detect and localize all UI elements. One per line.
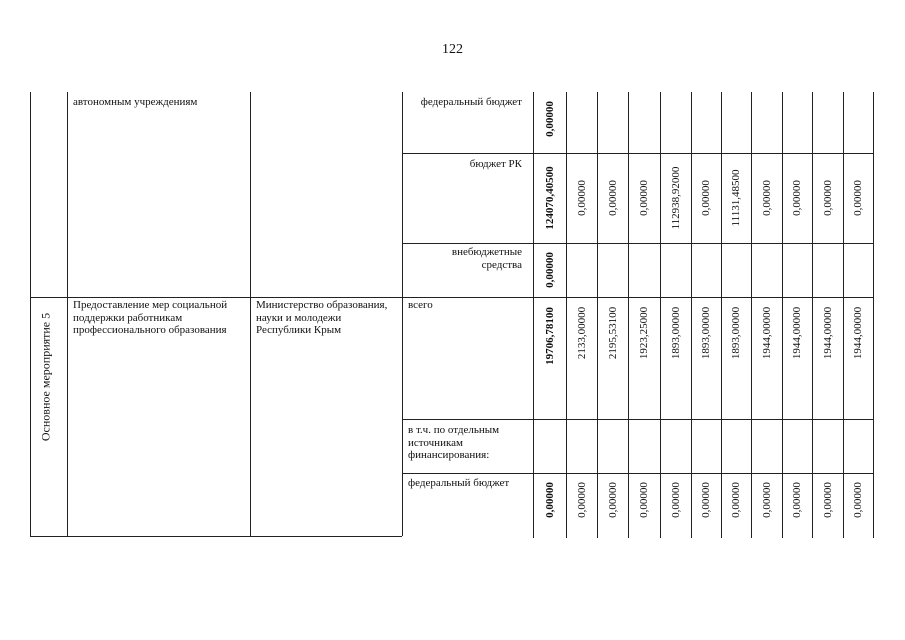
value-cell: 0,00000 — [791, 180, 803, 216]
value-cell: 0,00000 — [575, 180, 588, 216]
grid-line — [533, 92, 534, 538]
grid-line — [30, 297, 873, 298]
grid-line — [597, 92, 598, 538]
value-cell: 0,00000 — [760, 482, 773, 518]
value-cell: 0,00000 — [821, 482, 834, 518]
grid-line — [782, 92, 783, 538]
grid-line — [873, 92, 874, 538]
value-cell: 11131,48500 — [730, 169, 742, 227]
source-label: в т.ч. по отдельным источникам финансирования: — [408, 424, 500, 461]
value-cell: 0,00000 — [638, 482, 650, 518]
value-cell: 1944,00000 — [821, 306, 834, 360]
grid-line — [843, 92, 844, 538]
source-label: бюджет РК — [469, 158, 522, 170]
grid-line — [67, 92, 68, 536]
value-cell: 1893,00000 — [730, 306, 742, 360]
value-cell: 124070,40500 — [543, 166, 556, 230]
grid-line — [402, 92, 403, 536]
value-cell: 0,00000 — [638, 180, 650, 216]
value-cell: 0,00000 — [700, 180, 712, 216]
value-cell: 112938,92000 — [669, 166, 682, 230]
grid-line — [402, 419, 873, 420]
value-cell: 0,00000 — [543, 252, 556, 288]
value-cell: 1893,00000 — [669, 306, 682, 360]
value-cell: 0,00000 — [700, 482, 712, 518]
grid-line — [402, 473, 873, 474]
value-cell: 0,00000 — [575, 482, 588, 518]
value-cell: 0,00000 — [760, 180, 773, 216]
grid-line — [721, 92, 722, 538]
value-cell: 0,00000 — [606, 180, 619, 216]
value-cell: 2133,00000 — [575, 306, 588, 360]
grid-line — [250, 92, 251, 536]
value-cell: 1944,00000 — [852, 306, 864, 360]
source-label: федеральный бюджет — [420, 96, 522, 108]
grid-line — [30, 92, 31, 536]
value-cell: 0,00000 — [852, 180, 864, 216]
value-cell: 2195,53100 — [606, 306, 619, 360]
grid-line — [402, 243, 873, 244]
grid-line — [30, 536, 402, 537]
row-a-name: автономным учреждениям — [73, 96, 198, 108]
value-cell: 0,00000 — [543, 482, 556, 518]
value-cell: 0,00000 — [852, 482, 864, 518]
value-cell: 1923,25000 — [638, 306, 650, 360]
value-cell: 0,00000 — [606, 482, 619, 518]
grid-line — [628, 92, 629, 538]
page-number: 122 — [442, 42, 463, 57]
value-cell: 1944,00000 — [760, 306, 773, 360]
row-b-label: Основное мероприятие 5 — [38, 312, 53, 442]
value-cell: 0,00000 — [821, 180, 834, 216]
value-cell: 0,00000 — [543, 101, 556, 137]
grid-line — [751, 92, 752, 538]
source-label: всего — [408, 299, 433, 311]
source-label: федеральный бюджет — [408, 477, 510, 489]
grid-line — [691, 92, 692, 538]
value-cell: 1893,00000 — [700, 306, 712, 360]
value-cell: 1944,00000 — [791, 306, 803, 360]
grid-line — [566, 92, 567, 538]
row-b-executor: Министерство образования, науки и молодежи Республики Крым — [256, 299, 388, 336]
value-cell: 0,00000 — [791, 482, 803, 518]
value-cell: 0,00000 — [669, 482, 682, 518]
source-label: внебюджетные средства — [451, 246, 522, 271]
grid-line — [660, 92, 661, 538]
value-cell: 19706,78100 — [543, 307, 556, 365]
grid-line — [402, 153, 873, 154]
value-cell: 0,00000 — [730, 482, 742, 518]
row-b-name: Предоставление мер социальной поддержки работникам профессионального образования — [73, 299, 228, 336]
grid-line — [812, 92, 813, 538]
